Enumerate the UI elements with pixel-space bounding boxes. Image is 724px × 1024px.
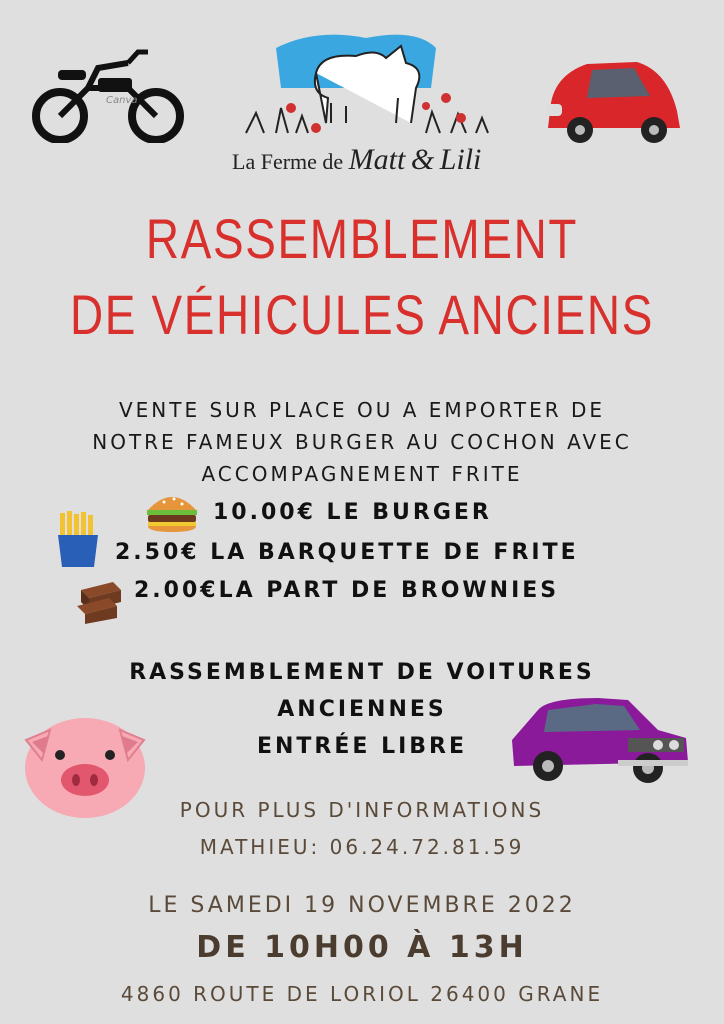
cars-line1: RASSEMBLEMENT DE VOITURES [129,660,595,685]
canva-watermark: Canva [106,95,138,106]
menu-fries: 2.50€ LA BARQUETTE DE FRITE [115,540,579,565]
pig-logo-icon [236,28,496,143]
red-car-illustration [542,56,687,151]
logo-name2: Lili [439,143,482,176]
cars-line3: ENTRÉE LIBRE [256,734,468,759]
menu-burger: 10.00€ LE BURGER [213,500,492,525]
purple-car-illustration [508,690,692,790]
description-line1: VENTE SUR PLACE OU A EMPORTER DE [118,398,606,422]
menu-brownies: 2.00€LA PART DE BROWNIES [134,578,560,603]
logo-prefix: La Ferme de [232,149,344,174]
contact-line1: POUR PLUS D'INFORMATIONS [179,798,545,822]
description-line2: NOTRE FAMEUX BURGER AU COCHON AVEC [92,430,632,454]
title-line1: RASSEMBLEMENT [145,207,579,270]
cars-line2: ANCIENNES [277,697,447,722]
logo-name1: Matt [348,143,406,176]
burger-icon [144,490,200,534]
brownie-icon [75,574,125,624]
moped-illustration [28,48,188,143]
event-address: 4860 ROUTE DE LORIOL 26400 GRANE [120,982,604,1006]
farm-logo-text [232,143,481,177]
event-date: LE SAMEDI 19 NOVEMBRE 2022 [148,893,576,918]
fries-icon [54,511,102,567]
logo-amp: & [410,143,435,176]
contact-phone: MATHIEU: 06.24.72.81.59 [199,835,525,859]
event-time: DE 10H00 À 13H [196,930,528,965]
description-line3: ACCOMPAGNEMENT FRITE [201,462,523,486]
title-line2: DE VÉHICULES ANCIENS [69,283,654,346]
